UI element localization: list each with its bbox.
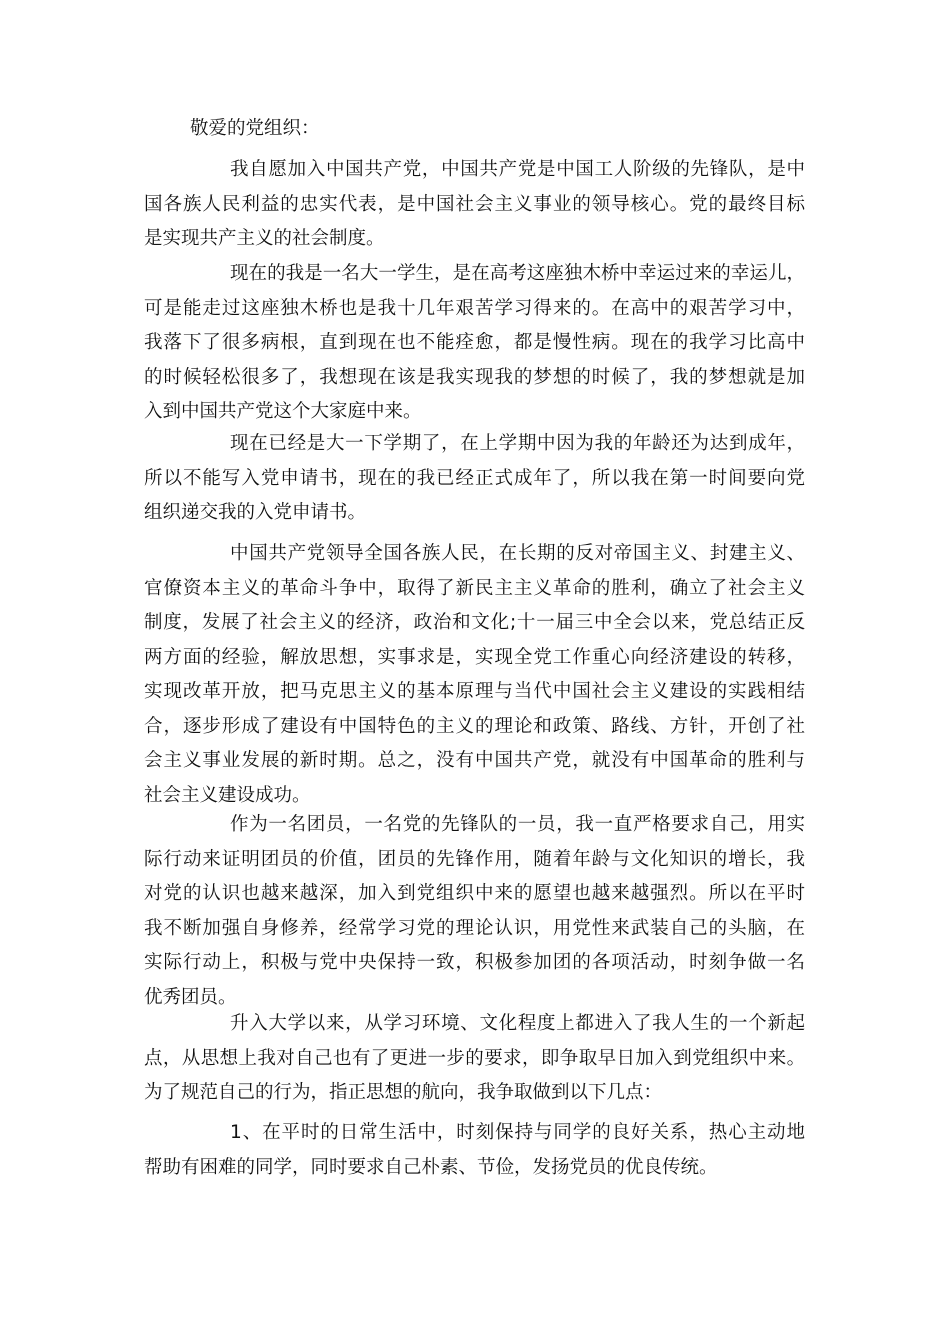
paragraph-line: 中国共产党领导全国各族人民，在长期的反对帝国主义、封建主义、 bbox=[230, 543, 806, 564]
paragraph-line: 我落下了很多病根，直到现在也不能痊愈，都是慢性病。现在的我学习比高中 bbox=[144, 332, 806, 353]
paragraph-line: 为了规范自己的行为，指正思想的航向，我争取做到以下几点： bbox=[144, 1082, 663, 1103]
paragraph-line: 制度，发展了社会主义的经济，政治和文化;十一届三中全会以来，党总结正反 bbox=[144, 612, 806, 633]
paragraph-line: 所以不能写入党申请书，现在的我已经正式成年了，所以我在第一时间要向党 bbox=[144, 468, 806, 489]
paragraph-line: 两方面的经验，解放思想，实事求是，实现全党工作重心向经济建设的转移， bbox=[144, 647, 806, 668]
paragraph-line: 社会主义建设成功。 bbox=[144, 785, 311, 806]
paragraph-line: 实现改革开放，把马克思主义的基本原理与当代中国社会主义建设的实践相结 bbox=[144, 681, 806, 702]
paragraph-line: 是实现共产主义的社会制度。 bbox=[144, 228, 385, 249]
paragraph-line: 升入大学以来，从学习环境、文化程度上都进入了我人生的一个新起 bbox=[230, 1013, 806, 1034]
paragraph-line: 现在已经是大一下学期了，在上学期中因为我的年龄还为达到成年， bbox=[230, 433, 806, 454]
paragraph-line: 际行动来证明团员的价值，团员的先锋作用，随着年龄与文化知识的增长，我 bbox=[144, 849, 806, 870]
paragraph-line: 会主义事业发展的新时期。总之，没有中国共产党，就没有中国革命的胜利与 bbox=[144, 750, 806, 771]
paragraph-line: 国各族人民利益的忠实代表，是中国社会主义事业的领导核心。党的最终目标 bbox=[144, 194, 806, 215]
paragraph-line: 1、在平时的日常生活中，时刻保持与同学的良好关系，热心主动地 bbox=[230, 1122, 806, 1143]
paragraph-line: 我自愿加入中国共产党，中国共产党是中国工人阶级的先锋队，是中 bbox=[230, 159, 806, 180]
paragraph-line: 帮助有困难的同学，同时要求自己朴素、节俭，发扬党员的优良传统。 bbox=[144, 1157, 718, 1178]
paragraph-line: 入到中国共产党这个大家庭中来。 bbox=[144, 401, 422, 422]
paragraph-line: 现在的我是一名大一学生，是在高考这座独木桥中幸运过来的幸运儿， bbox=[230, 263, 806, 284]
paragraph-line: 实际行动上，积极与党中央保持一致，积极参加团的各项活动，时刻争做一名 bbox=[144, 952, 806, 973]
paragraph-line: 的时候轻松很多了，我想现在该是我实现我的梦想的时候了，我的梦想就是加 bbox=[144, 367, 806, 388]
paragraph-line: 官僚资本主义的革命斗争中，取得了新民主主义革命的胜利，确立了社会主义 bbox=[144, 578, 806, 599]
paragraph-line: 可是能走过这座独木桥也是我十几年艰苦学习得来的。在高中的艰苦学习中， bbox=[144, 298, 806, 319]
paragraph-line: 我不断加强自身修养，经常学习党的理论认识，用党性来武装自己的头脑，在 bbox=[144, 918, 806, 939]
paragraph-line: 作为一名团员，一名党的先锋队的一员，我一直严格要求自己，用实 bbox=[230, 814, 806, 835]
paragraph-line: 合，逐步形成了建设有中国特色的主义的理论和政策、路线、方针，开创了社 bbox=[144, 716, 806, 737]
salutation: 敬爱的党组织： bbox=[190, 118, 320, 139]
paragraph-line: 优秀团员。 bbox=[144, 987, 237, 1008]
paragraph-line: 对党的认识也越来越深，加入到党组织中来的愿望也越来越强烈。所以在平时 bbox=[144, 883, 806, 904]
paragraph-line: 点，从思想上我对自己也有了更进一步的要求，即争取早日加入到党组织中来。 bbox=[144, 1048, 806, 1069]
paragraph-line: 组织递交我的入党申请书。 bbox=[144, 502, 367, 523]
